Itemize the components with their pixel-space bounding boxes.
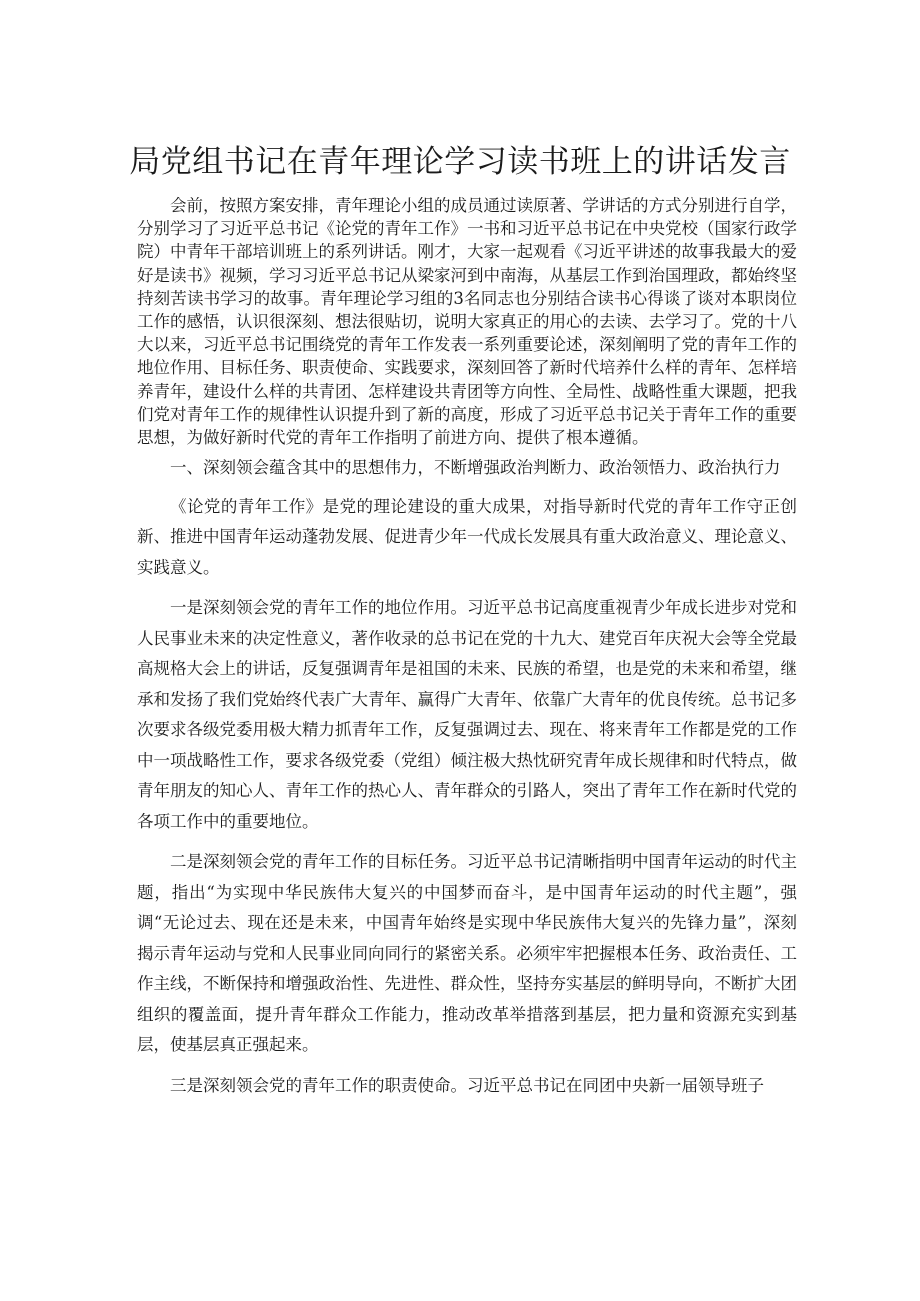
document-title: 局党组书记在青年理论学习读书班上的讲话发言 bbox=[129, 144, 791, 180]
section-heading-1: 一、深刻领会蕴含其中的思想伟力，不断增强政治判断力、政治领悟力、政治执行力 bbox=[170, 458, 781, 478]
body-paragraph: 二是深刻领会党的青年工作的目标任务。习近平总书记清晰指明中国青年运动的时代主题，指出“为实现中华民族伟大复兴的中国梦而奋斗，是中国青年运动的时代主题”，强调“无论过去、现在还是未来，中国青年始终是实现中华民族伟大复兴的先锋力量”，深刻揭示青年运动与党和人民事业同向同行的紧密关系。必须牢牢把握根本任务、政治责任、工作主线，不断保持和增强政治性、先进性、群众性，坚持夯实基层的鲜明导向，不断扩大团组织的覆盖面，提升青年群众工作能力，推动改革举措落到基层，把力量和资源充实到基层，使基层真正强起来。 bbox=[137, 852, 797, 1055]
body-paragraph: 《论党的青年工作》是党的理论建设的重大成果，对指导新时代党的青年工作守正创新、推进中国青年运动蓬勃发展、促进青少年一代成长发展具有重大政治意义、理论意义、实践意义。 bbox=[137, 496, 797, 577]
body-paragraph: 一是深刻领会党的青年工作的地位作用。习近平总书记高度重视青少年成长进步对党和人民事业未来的决定性意义，著作收录的总书记在党的十九大、建党百年庆祝大会等全党最高规格大会上的讲话，反复强调青年是祖国的未来、民族的希望，也是党的未来和希望，继承和发扬了我们党始终代表广大青年、赢得广大青年、依靠广大青年的优良传统。总书记多次要求各级党委用极大精力抓青年工作，反复强调过去、现在、将来青年工作都是党的工作中一项战略性工作，要求各级党委（党组）倾注极大热忱研究青年成长规律和时代特点，做青年朋友的知心人、青年工作的热心人、青年群众的引路人，突出了青年工作在新时代党的各项工作中的重要地位。 bbox=[137, 598, 797, 831]
body-paragraph: 三是深刻领会党的青年工作的职责使命。习近平总书记在同团中央新一届领导班子 bbox=[170, 1075, 764, 1095]
document-body bbox=[137, 194, 797, 1101]
intro-paragraph: 会前，按照方案安排，青年理论小组的成员通过读原著、学讲话的方式分别进行自学，分别学习了习近平总书记《论党的青年工作》一书和习近平总书记在中央党校（国家行政学院）中青年干部培训班上的系列讲话。刚才，大家一起观看《习近平讲述的故事我最大的爱好是读书》视频，学习习近平总书记从梁家河到中南海，从基层工作到治国理政，都始终坚持刻苦读书学习的故事。青年理论学习组的3名同志也分别结合读书心得谈了谈对本职岗位工作的感悟，认识很深刻、想法很贴切，说明大家真正的用心的去读、去学习了。党的十八大以来，习近平总书记围绕党的青年工作发表一系列重要论述，深刻阐明了党的青年工作的地位作用、目标任务、职责使命、实践要求，深刻回答了新时代培养什么样的青年、怎样培养青年，建设什么样的共青团、怎样建设共青团等方向性、全局性、战略性重大课题，把我们党对青年工作的规律性认识提升到了新的高度，形成了习近平总书记关于青年工作的重要思想，为做好新时代党的青年工作指明了前进方向、提供了根本遵循。 bbox=[137, 196, 797, 448]
